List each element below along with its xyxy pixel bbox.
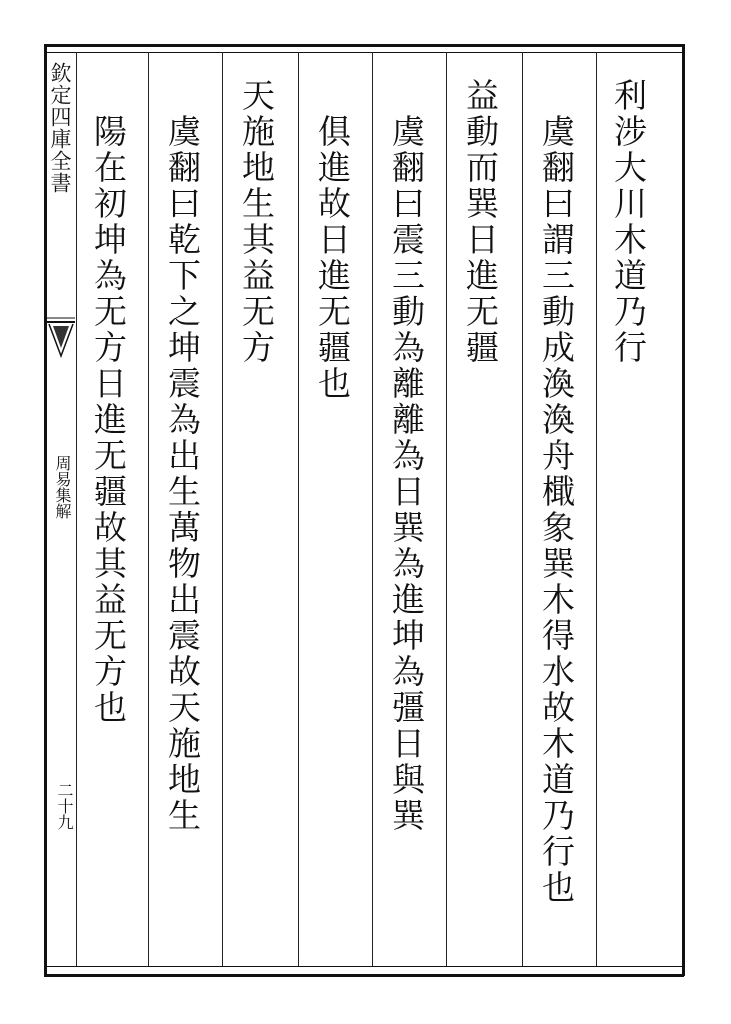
text-column-2: 虞翻曰謂三動成渙渙舟檝象巽木得水故木道乃行也 xyxy=(537,114,576,906)
text-column-6: 天施地生其益无方 xyxy=(237,78,276,366)
text-column-7: 虞翻曰乾下之坤震為出生萬物出震故天施地生 xyxy=(163,114,202,834)
column-divider xyxy=(596,52,597,966)
column-divider xyxy=(148,52,149,966)
margin-title: 欽定四庫全書 xyxy=(48,62,72,194)
column-divider xyxy=(372,52,373,966)
margin-book-title: 周易集解 xyxy=(53,455,72,519)
margin-page-number: 二十九 xyxy=(55,782,74,830)
frame-top-inner-border xyxy=(44,52,684,53)
frame-top-border xyxy=(44,44,684,47)
fishtail-ornament xyxy=(47,316,75,376)
column-divider xyxy=(222,52,223,966)
frame-right-border xyxy=(682,44,685,976)
margin-divider xyxy=(76,52,77,966)
column-divider xyxy=(446,52,447,966)
frame-bottom-border xyxy=(44,974,684,977)
column-divider xyxy=(522,52,523,966)
text-column-5: 俱進故日進无疆也 xyxy=(313,114,352,402)
column-divider xyxy=(298,52,299,966)
text-column-3: 益動而巽日進无疆 xyxy=(461,78,500,366)
text-column-1: 利涉大川木道乃行 xyxy=(609,78,648,366)
frame-bottom-inner-border xyxy=(44,966,684,967)
text-column-4: 虞翻曰震三動為離離為日巽為進坤為彊日與巽 xyxy=(387,114,426,834)
text-column-8: 陽在初坤為无方日進无疆故其益无方也 xyxy=(89,114,128,726)
frame-left-border xyxy=(44,44,47,976)
